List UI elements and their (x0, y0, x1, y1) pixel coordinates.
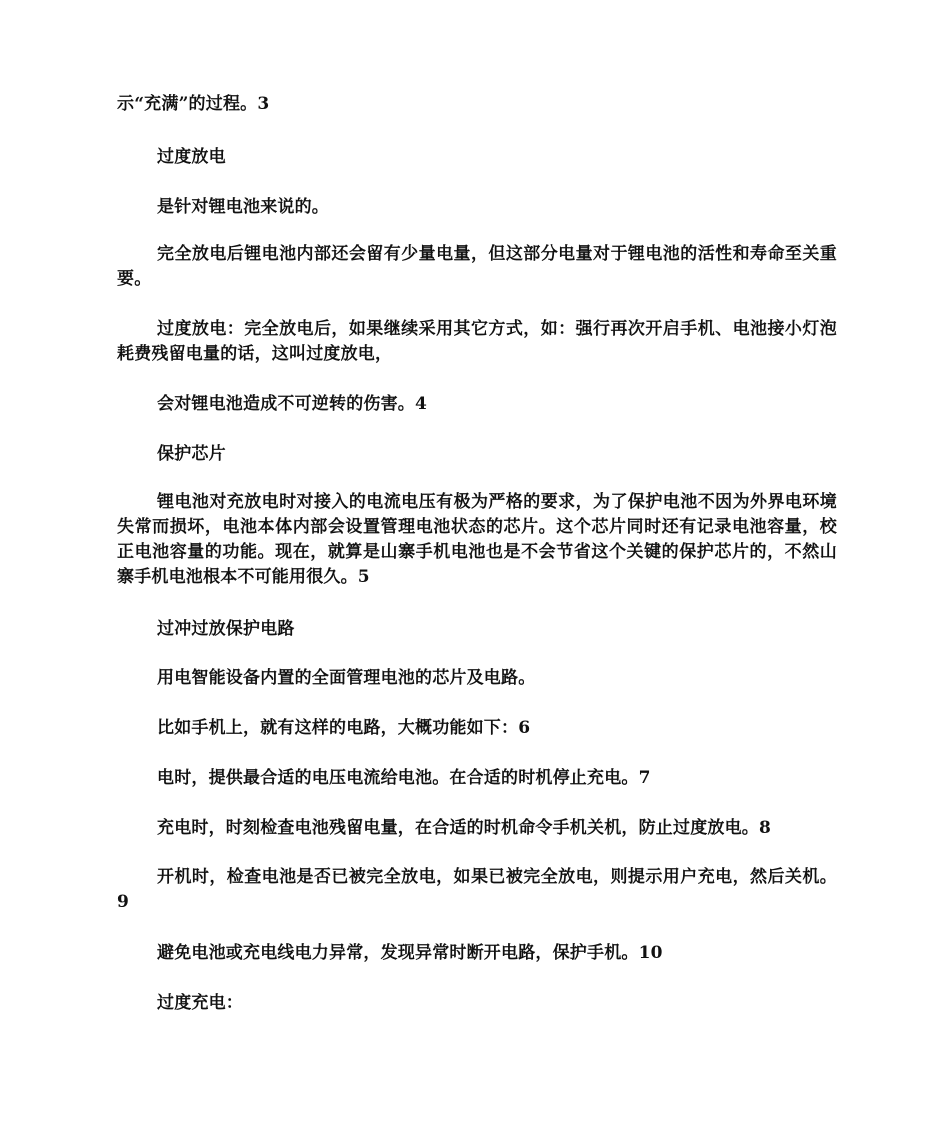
paragraph-5: 会对锂电池造成不可逆转的伤害。4 (157, 394, 428, 414)
paragraph-3: 完全放电后锂电池内部还会留有少量电量，但这部分电量对于锂电池的活性和寿命至关重要。 (117, 244, 837, 289)
paragraph-10: 充电时，时刻检查电池残留电量，在合适的时机命令手机关机，防止过度放电。8 (157, 818, 772, 838)
heading-over-discharge: 过度放电 (157, 147, 226, 167)
heading-protection-circuit: 过冲过放保护电路 (157, 619, 295, 639)
paragraph-1: 示“充满”的过程。3 (117, 94, 270, 114)
heading-protection-chip: 保护芯片 (157, 444, 226, 464)
heading-over-charge: 过度充电： (157, 993, 243, 1013)
paragraph-12: 避免电池或充电线电力异常，发现异常时断开电路，保护手机。10 (157, 943, 663, 963)
paragraph-2: 是针对锂电池来说的。 (157, 197, 329, 217)
paragraph-7: 用电智能设备内置的全面管理电池的芯片及电路。 (157, 668, 536, 688)
paragraph-9: 电时，提供最合适的电压电流给电池。在合适的时机停止充电。7 (157, 768, 651, 788)
paragraph-8: 比如手机上，就有这样的电路，大概功能如下：6 (157, 718, 531, 738)
paragraph-11: 开机时，检查电池是否已被完全放电，如果已被完全放电，则提示用户充电，然后关机。9 (117, 867, 837, 912)
paragraph-4: 过度放电：完全放电后，如果继续采用其它方式，如：强行再次开启手机、电池接小灯泡耗费残留电量的话，这叫过度放电， (117, 319, 837, 364)
paragraph-6: 锂电池对充放电时对接入的电流电压有极为严格的要求，为了保护电池不因为外界电环境失常而损坏，电池本体内部会设置管理电池状态的芯片。这个芯片同时还有记录电池容量，校正电池容量的功能。现在，就算是山寨手机电池也是不会节省这个关键的保护芯片的，不然山寨手机电池根本不可能用很久。5 (117, 492, 837, 587)
